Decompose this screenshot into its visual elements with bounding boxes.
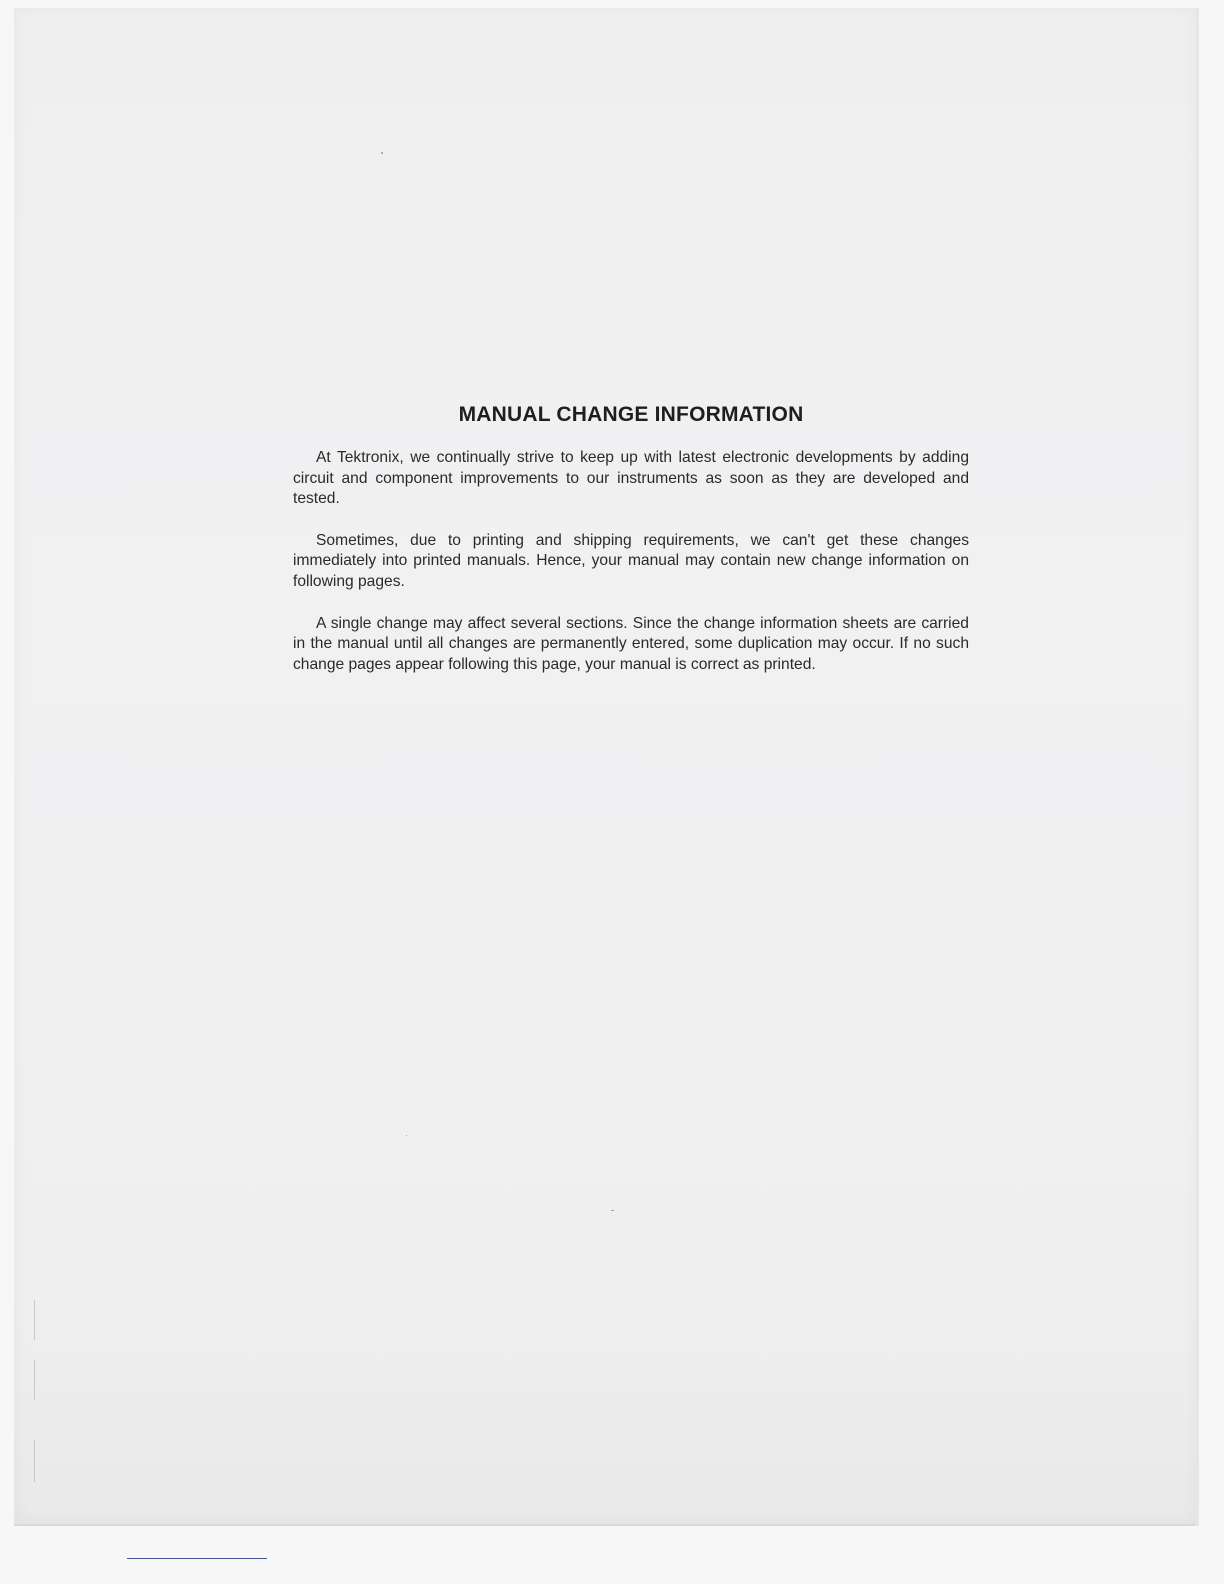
scan-speck: [381, 152, 383, 154]
scan-artifact-line: [34, 1360, 35, 1400]
scan-artifact-line: [34, 1440, 35, 1482]
scanned-page: [14, 8, 1196, 1524]
paragraph-printing: Sometimes, due to printing and shipping requirements, we can't get these changes immediately into printed manuals. Hence, your manual may contain new change information on following pages.: [293, 531, 969, 590]
footer-link-underline[interactable]: [127, 1558, 267, 1559]
paragraph-intro: At Tektronix, we continually strive to keep up with latest electronic developments by adding circuit and component improvements to our instruments as soon as they are developed and tested.: [293, 449, 969, 508]
paragraph-changes: A single change may affect several sections. Since the change information sheets are carried in the manual until all changes are permanently entered, some duplication may occur. If no such change pages appear following this page, your manual is correct as printed.: [293, 614, 969, 673]
scan-artifact-line: [34, 1300, 35, 1340]
page-edge-bottom: [14, 1524, 1196, 1526]
page-title: MANUAL CHANGE INFORMATION: [458, 403, 804, 426]
page-edge-right: [1196, 8, 1199, 1526]
scan-speck: [611, 1210, 614, 1211]
manual-change-notice: [293, 402, 969, 696]
scan-speck: [406, 1135, 407, 1136]
